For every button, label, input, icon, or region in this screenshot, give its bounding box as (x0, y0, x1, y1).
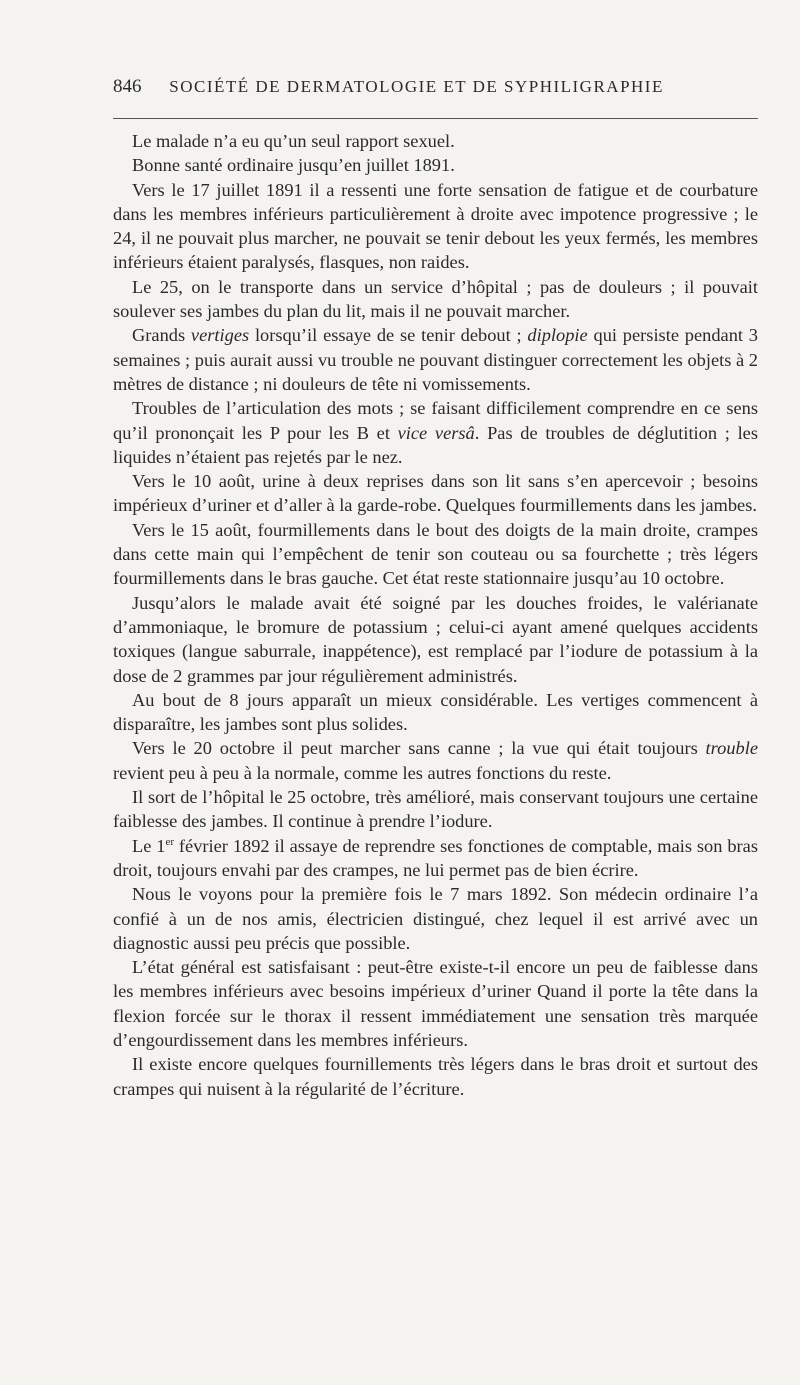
text-segment: qui persiste pendant 3 semaines ; puis aurait aussi vu trouble ne pouvant distinguer correctement les objets à 2 mètres de distance ; ni douleurs de tête ni vomissements. (113, 325, 759, 394)
text-segment: . Pas de troubles de déglutition ; les liquides n’étaient pas rejetés par le nez. (113, 422, 758, 467)
paragraph: Vers le 10 août, urine à deux reprises dans son lit sans s’en apercevoir ; besoins impérieux d’uriner et d’aller à la garde-robe. Quelques fourmillements dans les jambes. (113, 471, 758, 516)
text-segment: lorsqu’il essaye de se tenir debout ; (249, 325, 528, 346)
paragraph: Le 25, on le transporte dans un service d’hôpital ; pas de douleurs ; il pouvait soulever ses jambes du plan du lit, mais il ne pouvait marcher. (113, 276, 758, 322)
text-segment: Grands (132, 325, 191, 346)
paragraph: Le malade n’a eu qu’un seul rapport sexuel. (132, 131, 455, 151)
paragraph: Nous le voyons pour la première fois le 7 mars 1892. Son médecin ordinaire l’a confié à un de nos amis, électricien distingué, chez lequel il est arrivé avec un diagnostic aussi peu précis que possible. (113, 884, 758, 953)
paragraph (113, 323, 758, 396)
paragraph: Il sort de l’hôpital le 25 octobre, très amélioré, mais conservant toujours une certaine faiblesse des jambes. Il continue à prendre l’iodure. (113, 787, 758, 832)
page-number: 846 (113, 76, 142, 97)
paragraph: Jusqu’alors le malade avait été soigné par les douches froides, le valérianate d’ammoniaque, le bromure de potassium ; celui-ci ayant amené quelques accidents toxiques (langue saburrale, inappétence), est remplacé par l’iodure de potassium à la dose de 2 grammes par jour régulièrement administrés. (113, 592, 758, 686)
text-segment: Le 1 (132, 835, 166, 856)
paragraph (113, 736, 758, 785)
italic-term: vertiges (190, 325, 250, 346)
paragraph: L’état général est satisfaisant : peut-être existe-t-il encore un peu de faiblesse dans les membres inférieurs avec besoins impérieux d’uriner Quand il porte la tête dans la flexion forcée sur le thorax il ressent immédiatement une sensation très marquée d’engourdissement dans les membres inférieurs. (113, 957, 758, 1050)
text-segment: Troubles de l’articulation des mots ; se faisant difficilement comprendre en ce sens qu’il prononçait les P pour les B et (113, 398, 758, 443)
text-segment: revient peu à peu à la normale, comme les autres fonctions du reste. (113, 762, 612, 783)
paragraph: Bonne santé ordinaire jusqu’en juillet 1891. (132, 155, 455, 176)
paragraph: Vers le 15 août, fourmillements dans le bout des doigts de la main droite, crampes dans cette main qui l’empêchent de tenir son couteau ou sa fourchette ; très légers fourmillements dans le bras gauche. Cet état reste stationnaire jusqu’au 10 octobre. (113, 519, 758, 589)
running-title: SOCIÉTÉ DE DERMATOLOGIE ET DE SYPHILIGRAPHIE (169, 77, 664, 96)
running-header (113, 76, 758, 98)
paragraph: Il existe encore quelques fournillements très légers dans le bras droit et surtout des crampes qui nuisent à la régularité de l’écriture. (113, 1054, 758, 1099)
text-segment: Vers le 20 octobre il peut marcher sans canne ; la vue qui était toujours (132, 738, 706, 759)
superscript: er (165, 835, 175, 848)
italic-term: trouble (705, 738, 758, 759)
paragraph: Au bout de 8 jours apparaît un mieux considérable. Les vertiges commencent à disparaître, les jambes sont plus solides. (113, 689, 758, 735)
text-segment: février 1892 il assaye de reprendre ses fonctiones de comptable, mais son bras droit, toujours envahi par des crampes, ne lui permet pas de bien écrire. (113, 835, 758, 880)
italic-term: vice versâ (397, 422, 475, 443)
paragraph (113, 396, 758, 469)
header-rule (113, 118, 758, 119)
paragraph (113, 834, 758, 883)
italic-term: diplopie (527, 325, 588, 346)
body-text (113, 129, 758, 1101)
paragraph: Vers le 17 juillet 1891 il a ressenti une forte sensation de fatigue et de courbature dans les membres inférieurs particulièrement à droite avec impotence progressive ; le 24, il ne pouvait plus marcher, ne pouvait se tenir debout les yeux fermés, les membres inférieurs étaient paralysés, flasques, non raides. (113, 179, 758, 273)
